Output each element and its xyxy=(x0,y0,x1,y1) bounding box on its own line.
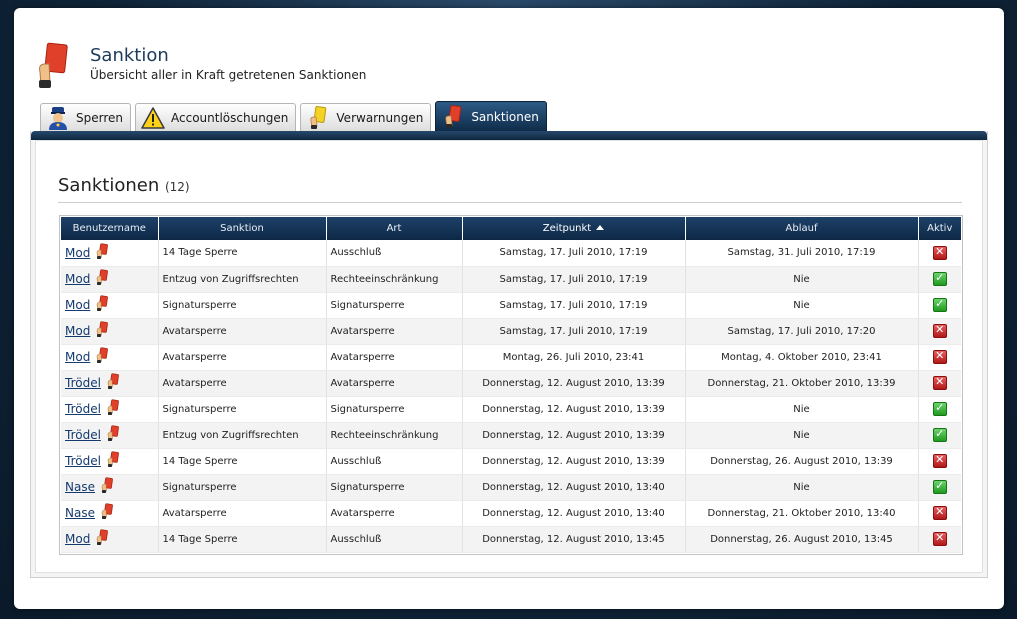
user-link[interactable]: Mod xyxy=(65,298,91,312)
sanctions-table-container xyxy=(59,215,963,555)
cell-sanktion: Entzug von Zugriffsrechten xyxy=(158,422,326,448)
cell-art: Ausschluß xyxy=(326,448,462,474)
red-card-icon xyxy=(96,347,108,367)
column-header-zeitpunkt[interactable]: Zeitpunkt xyxy=(462,217,685,240)
user-link[interactable]: Trödel xyxy=(65,454,101,468)
cell-art: Signatursperre xyxy=(326,396,462,422)
inactive-cross-icon: ✕ xyxy=(933,506,947,520)
cell-art: Avatarsperre xyxy=(326,500,462,526)
column-header-aktiv[interactable]: Aktiv xyxy=(918,217,961,240)
cell-aktiv xyxy=(918,448,961,474)
column-header-ablauf[interactable]: Ablauf xyxy=(685,217,918,240)
cell-sanktion: Entzug von Zugriffsrechten xyxy=(158,266,326,292)
cell-ablauf: Donnerstag, 21. Oktober 2010, 13:39 xyxy=(685,370,918,396)
red-card-icon xyxy=(441,105,465,129)
red-card-icon xyxy=(107,373,119,393)
cell-art: Avatarsperre xyxy=(326,318,462,344)
user-link[interactable]: Trödel xyxy=(65,376,101,390)
cell-aktiv xyxy=(918,240,961,266)
yellow-card-icon xyxy=(306,106,330,130)
cell-art: Avatarsperre xyxy=(326,370,462,396)
cell-benutzername xyxy=(61,292,158,318)
cell-zeitpunkt: Samstag, 17. Juli 2010, 17:19 xyxy=(462,318,685,344)
table-row xyxy=(61,240,961,266)
cell-benutzername xyxy=(61,474,158,500)
tab-verwarnungen[interactable] xyxy=(300,103,431,132)
user-link[interactable]: Nase xyxy=(65,506,95,520)
cell-benutzername xyxy=(61,500,158,526)
cell-aktiv xyxy=(918,370,961,396)
table-row xyxy=(61,474,961,500)
inactive-cross-icon: ✕ xyxy=(933,454,947,468)
cell-art: Signatursperre xyxy=(326,292,462,318)
cell-aktiv xyxy=(918,292,961,318)
active-check-icon: ✓ xyxy=(933,402,947,416)
tab-sanktionen[interactable] xyxy=(435,101,547,132)
cell-zeitpunkt: Donnerstag, 12. August 2010, 13:39 xyxy=(462,370,685,396)
red-card-icon xyxy=(96,295,108,315)
cell-ablauf: Montag, 4. Oktober 2010, 23:41 xyxy=(685,344,918,370)
user-link[interactable]: Mod xyxy=(65,324,91,338)
red-card-icon xyxy=(101,477,113,497)
cell-benutzername xyxy=(61,448,158,474)
police-officer-icon xyxy=(46,106,70,130)
section-title-text: Sanktionen xyxy=(58,175,160,196)
cell-art: Avatarsperre xyxy=(326,344,462,370)
sort-ascending-icon xyxy=(596,225,604,230)
cell-aktiv xyxy=(918,266,961,292)
table-header-row xyxy=(61,217,961,240)
panel-content xyxy=(35,140,983,573)
red-card-icon xyxy=(107,451,119,471)
column-header-benutzername[interactable]: Benutzername xyxy=(61,217,158,240)
cell-zeitpunkt: Donnerstag, 12. August 2010, 13:40 xyxy=(462,500,685,526)
cell-sanktion: 14 Tage Sperre xyxy=(158,526,326,552)
red-card-icon xyxy=(101,503,113,523)
cell-ablauf: Donnerstag, 21. Oktober 2010, 13:40 xyxy=(685,500,918,526)
red-card-icon xyxy=(107,425,119,445)
sanctions-table xyxy=(61,217,961,553)
cell-sanktion: Avatarsperre xyxy=(158,500,326,526)
user-link[interactable]: Mod xyxy=(65,272,91,286)
cell-zeitpunkt: Donnerstag, 12. August 2010, 13:39 xyxy=(462,448,685,474)
table-row xyxy=(61,318,961,344)
cell-ablauf: Nie xyxy=(685,474,918,500)
cell-aktiv xyxy=(918,344,961,370)
red-card-icon xyxy=(107,399,119,419)
inactive-cross-icon: ✕ xyxy=(933,246,947,260)
table-body xyxy=(61,240,961,552)
cell-ablauf: Nie xyxy=(685,422,918,448)
cell-aktiv xyxy=(918,396,961,422)
user-link[interactable]: Mod xyxy=(65,245,91,260)
tab-label: Verwarnungen xyxy=(336,111,424,125)
tab-bar xyxy=(40,101,547,132)
cell-art: Ausschluß xyxy=(326,240,462,266)
active-check-icon: ✓ xyxy=(933,272,947,286)
divider xyxy=(58,202,962,203)
cell-benutzername xyxy=(61,370,158,396)
cell-sanktion: Signatursperre xyxy=(158,396,326,422)
cell-zeitpunkt: Samstag, 17. Juli 2010, 17:19 xyxy=(462,240,685,266)
cell-zeitpunkt: Donnerstag, 12. August 2010, 13:39 xyxy=(462,422,685,448)
tab-label: Sanktionen xyxy=(471,110,539,124)
table-row xyxy=(61,448,961,474)
page-subtitle: Übersicht aller in Kraft getretenen Sanktionen xyxy=(90,68,367,82)
tab-label: Sperren xyxy=(76,111,123,125)
cell-benutzername xyxy=(61,396,158,422)
table-row xyxy=(61,396,961,422)
user-link[interactable]: Nase xyxy=(65,480,95,494)
cell-art: Rechteeinschränkung xyxy=(326,422,462,448)
cell-aktiv xyxy=(918,422,961,448)
cell-ablauf: Nie xyxy=(685,396,918,422)
content-window xyxy=(14,8,1004,609)
cell-zeitpunkt: Montag, 26. Juli 2010, 23:41 xyxy=(462,344,685,370)
cell-sanktion: 14 Tage Sperre xyxy=(158,448,326,474)
active-check-icon: ✓ xyxy=(933,428,947,442)
tab-accountloeschungen[interactable] xyxy=(135,103,296,132)
red-card-icon xyxy=(96,269,108,289)
cell-ablauf: Donnerstag, 26. August 2010, 13:39 xyxy=(685,448,918,474)
cell-aktiv xyxy=(918,500,961,526)
red-card-icon xyxy=(96,243,108,263)
cell-benutzername xyxy=(61,344,158,370)
cell-sanktion: Signatursperre xyxy=(158,474,326,500)
column-header-sanktion[interactable]: Sanktion xyxy=(158,217,326,240)
inactive-cross-icon: ✕ xyxy=(933,350,947,364)
panel-header-bar xyxy=(31,131,987,140)
table-row xyxy=(61,526,961,552)
cell-aktiv xyxy=(918,318,961,344)
page-title: Sanktion xyxy=(90,45,169,66)
cell-zeitpunkt: Donnerstag, 12. August 2010, 13:40 xyxy=(462,474,685,500)
cell-ablauf: Nie xyxy=(685,266,918,292)
table-row xyxy=(61,292,961,318)
user-link[interactable]: Trödel xyxy=(65,402,101,416)
cell-ablauf: Nie xyxy=(685,292,918,318)
table-row xyxy=(61,500,961,526)
red-card-icon xyxy=(96,529,108,549)
cell-ablauf: Samstag, 31. Juli 2010, 17:19 xyxy=(685,240,918,266)
cell-zeitpunkt: Donnerstag, 12. August 2010, 13:39 xyxy=(462,396,685,422)
cell-zeitpunkt: Samstag, 17. Juli 2010, 17:19 xyxy=(462,266,685,292)
table-row xyxy=(61,266,961,292)
user-link[interactable]: Trödel xyxy=(65,428,101,442)
inactive-cross-icon: ✕ xyxy=(933,324,947,338)
cell-benutzername xyxy=(61,266,158,292)
cell-sanktion: 14 Tage Sperre xyxy=(158,240,326,266)
tab-panel xyxy=(30,131,988,578)
active-check-icon: ✓ xyxy=(933,480,947,494)
cell-zeitpunkt: Samstag, 17. Juli 2010, 17:19 xyxy=(462,292,685,318)
table-row xyxy=(61,370,961,396)
cell-art: Ausschluß xyxy=(326,526,462,552)
table-row xyxy=(61,422,961,448)
user-link[interactable]: Mod xyxy=(65,532,91,546)
user-link[interactable]: Mod xyxy=(65,350,91,364)
cell-sanktion: Avatarsperre xyxy=(158,370,326,396)
cell-benutzername xyxy=(61,526,158,552)
active-check-icon: ✓ xyxy=(933,298,947,312)
cell-zeitpunkt: Donnerstag, 12. August 2010, 13:45 xyxy=(462,526,685,552)
cell-sanktion: Avatarsperre xyxy=(158,344,326,370)
column-header-art[interactable]: Art xyxy=(326,217,462,240)
cell-ablauf: Samstag, 17. Juli 2010, 17:20 xyxy=(685,318,918,344)
tab-label: Accountlöschungen xyxy=(171,111,289,125)
inactive-cross-icon: ✕ xyxy=(933,532,947,546)
tab-sperren[interactable] xyxy=(40,103,131,132)
inactive-cross-icon: ✕ xyxy=(933,376,947,390)
cell-sanktion: Avatarsperre xyxy=(158,318,326,344)
cell-art: Rechteeinschränkung xyxy=(326,266,462,292)
cell-benutzername xyxy=(61,422,158,448)
section-count: (12) xyxy=(164,180,190,194)
cell-benutzername xyxy=(61,240,158,266)
red-card-hand-icon xyxy=(36,42,70,90)
section-title xyxy=(58,175,190,196)
warning-triangle-icon xyxy=(141,106,165,130)
cell-ablauf: Donnerstag, 26. August 2010, 13:45 xyxy=(685,526,918,552)
table-row xyxy=(61,344,961,370)
cell-sanktion: Signatursperre xyxy=(158,292,326,318)
red-card-icon xyxy=(96,321,108,341)
cell-aktiv xyxy=(918,474,961,500)
cell-art: Signatursperre xyxy=(326,474,462,500)
cell-benutzername xyxy=(61,318,158,344)
cell-aktiv xyxy=(918,526,961,552)
